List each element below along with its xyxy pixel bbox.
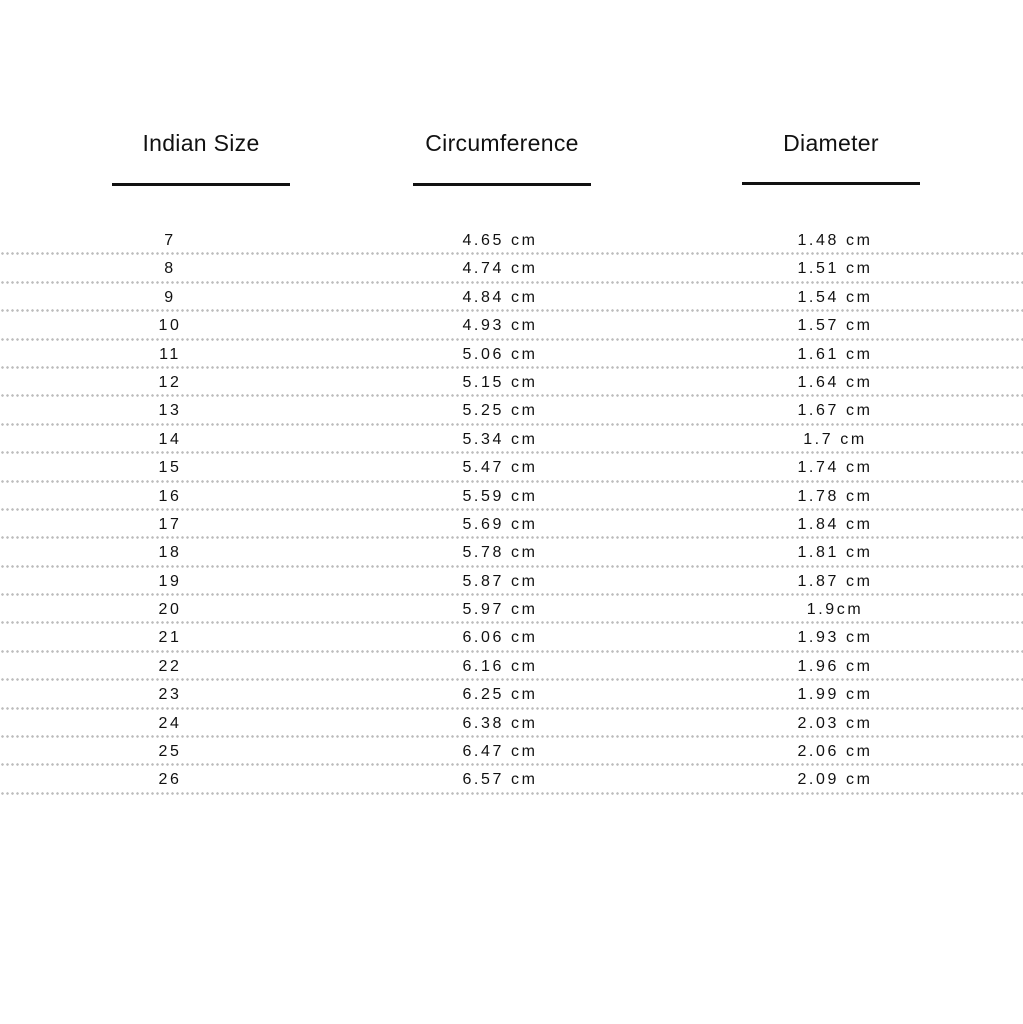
cell-diameter: 2.09 cm [797, 771, 873, 789]
cell-diameter: 1.84 cm [797, 515, 873, 533]
cell-diameter: 1.93 cm [797, 629, 873, 647]
cell-size: 26 [158, 771, 182, 789]
cell-circumference: 6.25 cm [462, 686, 538, 704]
cell-size: 23 [158, 686, 182, 704]
dotted-divider [0, 281, 1023, 284]
cell-circumference: 5.06 cm [462, 345, 538, 363]
dotted-divider [0, 309, 1023, 312]
cell-size: 10 [158, 317, 182, 335]
header-underline [413, 183, 591, 186]
cell-size: 14 [158, 430, 182, 448]
table-row [0, 540, 1023, 568]
dotted-divider [0, 451, 1023, 454]
table-row [0, 484, 1023, 512]
cell-circumference: 4.84 cm [462, 288, 538, 306]
table-row [0, 313, 1023, 341]
dotted-divider [0, 536, 1023, 539]
header-label-circumference: Circumference [425, 130, 579, 156]
table-row [0, 711, 1023, 739]
cell-diameter: 1.61 cm [797, 345, 873, 363]
table-row [0, 654, 1023, 682]
header-underline [742, 182, 920, 185]
table-row [0, 342, 1023, 370]
cell-circumference: 6.16 cm [462, 657, 538, 675]
cell-size: 20 [158, 601, 182, 619]
cell-diameter: 1.64 cm [797, 373, 873, 391]
cell-size: 11 [159, 345, 181, 363]
cell-diameter: 1.7 cm [803, 430, 867, 448]
cell-circumference: 6.06 cm [462, 629, 538, 647]
cell-circumference: 5.25 cm [462, 402, 538, 420]
dotted-divider [0, 593, 1023, 596]
table-row [0, 682, 1023, 710]
table-row [0, 569, 1023, 597]
cell-circumference: 4.65 cm [462, 232, 538, 249]
cell-circumference: 4.93 cm [462, 317, 538, 335]
cell-diameter: 1.9cm [806, 601, 864, 619]
cell-diameter: 1.54 cm [797, 288, 873, 306]
cell-size: 16 [158, 487, 182, 505]
size-table-body [0, 228, 1023, 796]
cell-diameter: 2.06 cm [797, 743, 873, 761]
header-diameter [742, 130, 920, 157]
header-label-size: Indian Size [142, 130, 260, 156]
cell-size: 17 [158, 515, 182, 533]
cell-size: 9 [164, 288, 176, 306]
cell-size: 18 [158, 544, 182, 562]
table-row [0, 739, 1023, 767]
cell-circumference: 4.74 cm [462, 260, 538, 278]
cell-circumference: 5.87 cm [462, 572, 538, 590]
cell-size: 22 [158, 657, 182, 675]
cell-diameter: 1.96 cm [797, 657, 873, 675]
cell-size: 15 [158, 459, 182, 477]
dotted-divider [0, 508, 1023, 511]
header-label-diameter: Diameter [783, 130, 879, 156]
table-row [0, 370, 1023, 398]
dotted-divider [0, 621, 1023, 624]
dotted-divider [0, 480, 1023, 483]
cell-size: 19 [158, 572, 182, 590]
table-row [0, 228, 1023, 256]
table-row [0, 285, 1023, 313]
dotted-divider [0, 366, 1023, 369]
cell-diameter: 2.03 cm [797, 714, 873, 732]
table-row [0, 455, 1023, 483]
cell-circumference: 6.38 cm [462, 714, 538, 732]
dotted-divider [0, 763, 1023, 766]
cell-diameter: 1.67 cm [797, 402, 873, 420]
cell-size: 25 [158, 743, 182, 761]
table-row [0, 398, 1023, 426]
dotted-divider [0, 650, 1023, 653]
cell-diameter: 1.81 cm [797, 544, 873, 562]
dotted-divider [0, 394, 1023, 397]
header-underline [112, 183, 290, 186]
dotted-divider [0, 252, 1023, 255]
table-row [0, 427, 1023, 455]
cell-circumference: 6.57 cm [462, 771, 538, 789]
cell-circumference: 5.97 cm [462, 601, 538, 619]
cell-circumference: 5.15 cm [462, 373, 538, 391]
cell-diameter: 1.48 cm [797, 232, 873, 249]
cell-size: 21 [158, 629, 182, 647]
cell-size: 8 [164, 260, 176, 278]
table-row [0, 256, 1023, 284]
cell-circumference: 5.34 cm [462, 430, 538, 448]
cell-diameter: 1.51 cm [797, 260, 873, 278]
dotted-divider [0, 707, 1023, 710]
cell-circumference: 5.78 cm [462, 544, 538, 562]
header-circumference [413, 130, 591, 157]
cell-diameter: 1.99 cm [797, 686, 873, 704]
cell-diameter: 1.78 cm [797, 487, 873, 505]
table-row [0, 597, 1023, 625]
cell-circumference: 5.47 cm [462, 459, 538, 477]
cell-circumference: 5.69 cm [462, 515, 538, 533]
dotted-divider [0, 735, 1023, 738]
cell-size: 24 [158, 714, 182, 732]
dotted-divider [0, 338, 1023, 341]
table-row [0, 512, 1023, 540]
dotted-divider [0, 678, 1023, 681]
cell-size: 7 [164, 232, 176, 249]
dotted-divider [0, 565, 1023, 568]
dotted-divider [0, 423, 1023, 426]
cell-diameter: 1.57 cm [797, 317, 873, 335]
cell-circumference: 5.59 cm [462, 487, 538, 505]
header-indian-size [112, 130, 290, 157]
table-row [0, 767, 1023, 795]
cell-diameter: 1.74 cm [797, 459, 873, 477]
cell-size: 13 [158, 402, 182, 420]
cell-size: 12 [158, 373, 182, 391]
table-row [0, 625, 1023, 653]
dotted-divider [0, 792, 1023, 795]
cell-circumference: 6.47 cm [462, 743, 538, 761]
cell-diameter: 1.87 cm [797, 572, 873, 590]
